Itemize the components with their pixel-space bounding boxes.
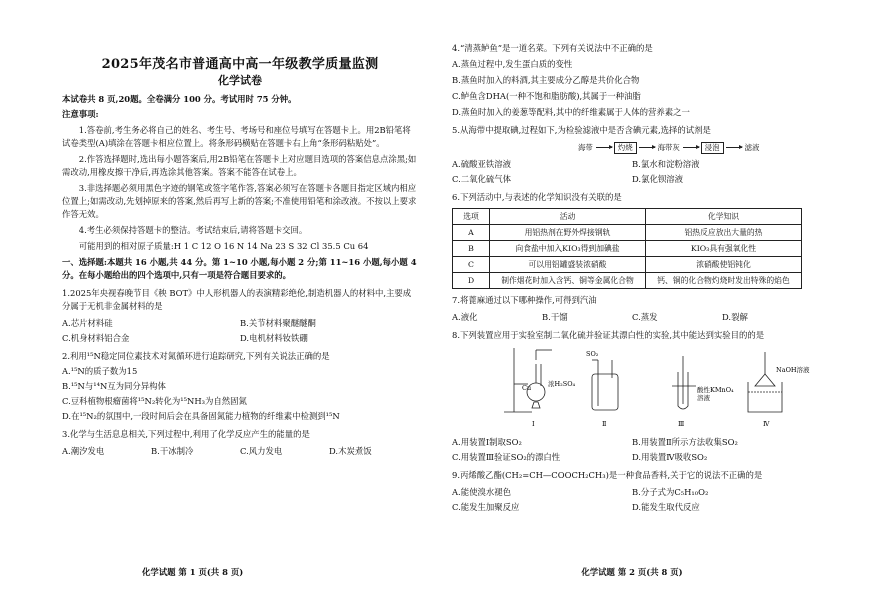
table-cell: 向食盐中加入KIO₃得到加碘盐 [490, 241, 646, 257]
flow-step: 海带灰 [657, 143, 680, 152]
notice-item: 4.考生必须保持答题卡的整洁。考试结束后,请将答题卡交回。 [78, 225, 308, 235]
notice-item: 2.作答选择题时,选出每小题答案后,用2B铅笔在答题卡上对应题目选项的答案信息点涂黑;如需改动,用橡皮擦干净后,再选涂其他答案。答案不能答在试卷上。 [62, 154, 417, 177]
question-stem: 7.将蓖麻通过以下哪种操作,可得到汽油 [452, 295, 597, 305]
roman-2: Ⅱ [602, 420, 607, 428]
option-b: B.分子式为C₅H₁₀O₂ [632, 487, 709, 497]
exam-title: 2025年茂名市普通高中高一年级教学质量监测 [101, 57, 379, 72]
option-b: B.干馏 [542, 312, 568, 322]
table-cell: 铝热反应放出大量的热 [646, 225, 802, 241]
table-header: 活动 [490, 209, 646, 225]
option-c: C.蒸发 [632, 312, 658, 322]
question-7 [452, 294, 812, 324]
option-c: C.鲈鱼含DHA(一种不饱和脂肪酸),其属于一种油脂 [452, 91, 641, 101]
label-acid: 浓H₂SO₄ [548, 380, 576, 388]
label-solution: 溶液 [697, 394, 710, 402]
roman-4: Ⅳ [763, 420, 770, 428]
notice-item: 1.答卷前,考生务必将自己的姓名、考生号、考场号和座位号填写在答题卡上。用2B铅笔将试卷类型(A)填涂在答题卡相应位置上。将条形码横贴在答题卡右上角“条形码粘贴处”。 [62, 125, 411, 148]
option-b: B.氯水和淀粉溶液 [632, 159, 700, 169]
flow-step: 海带 [578, 143, 593, 152]
question-stem: 3.化学与生活息息相关,下列过程中,利用了化学反应产生的能量的是 [62, 429, 310, 439]
apparatus-1 [504, 348, 552, 412]
option-d: D.电机材料钕铁硼 [240, 333, 308, 343]
question-6 [452, 191, 812, 289]
apparatus-4 [748, 352, 782, 412]
option-d: D.在¹⁵N₂的氛围中,一段时间后会在具备固氮能力植物的纤维素中检测到¹⁵N [62, 411, 340, 421]
roman-3: Ⅲ [678, 420, 685, 428]
option-c: C.豆科植物根瘤菌将¹⁵N₂转化为¹⁵NH₃为自然固氮 [62, 396, 247, 406]
option-d: D.能发生取代反应 [632, 502, 700, 512]
question-stem: 9.丙烯酸乙酯(CH₂=CH—COOCH₂CH₃)是一种食品香料,关于它的说法不正确的是 [452, 470, 763, 480]
option-a: A.硫酸亚铁溶液 [452, 159, 511, 169]
table-cell: 制作烟花时加入含钙、铜等金属化合物 [490, 273, 646, 289]
option-c: C.风力发电 [240, 446, 283, 456]
question-stem: 8.下列装置应用于实验室制二氧化硫并验证其漂白性的实验,其中能达到实验目的的是 [452, 330, 765, 340]
table-cell: A [453, 225, 490, 241]
exam-subtitle: 化学试卷 [218, 74, 262, 87]
question-stem: 6.下列活动中,与表述的化学知识没有关联的是 [452, 192, 622, 202]
label-naoh: NaOH溶液 [776, 366, 810, 374]
flow-arrow-icon [639, 147, 655, 148]
notice-heading: 注意事项: [62, 109, 99, 119]
table-cell: KIO₃具有强氧化性 [646, 241, 802, 257]
question-1 [62, 287, 418, 345]
apparatus-3 [672, 356, 696, 409]
option-c: C.机身材料铝合金 [62, 333, 130, 343]
atomic-mass-line: 可能用到的相对原子质量:H 1 C 12 O 16 N 14 Na 23 S 32 Cl 35.5 Cu 64 [78, 241, 369, 251]
option-a: A.蒸鱼过程中,发生蛋白质的变性 [452, 59, 573, 69]
question-stem: 5.从海带中提取碘,过程如下,为检验滤液中是否含碘元素,选择的试剂是 [452, 125, 711, 135]
table-cell: D [453, 273, 490, 289]
flow-arrow-icon [683, 147, 699, 148]
option-a: A.能使溴水褪色 [452, 487, 511, 497]
option-a: A.潮汐发电 [62, 446, 105, 456]
flow-step: 滤液 [744, 143, 760, 152]
table-cell: C [453, 257, 490, 273]
table-row [453, 257, 802, 273]
question-9 [452, 469, 812, 514]
table-row [453, 273, 802, 289]
notice-item: 3.非选择题必须用黑色字迹的钢笔或签字笔作答,答案必须写在答题卡各题目指定区域内相应位置上;如需改动,先划掉原来的答案,然后再写上新的答案;不准使用铅笔和涂改液。不按以上要求作答无效。 [62, 183, 417, 219]
option-a: A.用装置Ⅰ制取SO₂ [452, 437, 522, 447]
knowledge-table [452, 208, 802, 289]
question-stem: 2.利用¹⁵N稳定同位素技术对氮循环进行追踪研究,下列有关说法正确的是 [62, 351, 330, 361]
table-header: 选项 [453, 209, 490, 225]
question-stem: 1.2025年央视春晚节目《秧 BOT》中人形机器人的表演精彩绝伦,制造机器人的材料中,主要成分属于无机非金属材料的是 [62, 288, 412, 311]
label-so2: SO₂ [586, 350, 599, 358]
apparatus-figure [452, 342, 812, 432]
option-c: C.二氧化硫气体 [452, 174, 512, 184]
label-kmno4: 酸性KMnO₄ [697, 386, 734, 394]
option-b: B.关节材料聚醚醚酮 [240, 318, 316, 328]
option-c: C.能发生加聚反应 [452, 502, 520, 512]
table-row [453, 225, 802, 241]
left-page [62, 0, 418, 603]
flow-step: 灼烧 [614, 142, 637, 154]
flow-arrow-icon [596, 147, 612, 148]
table-cell: 钙、铜的化合物灼烧时发出特殊的焰色 [646, 273, 802, 289]
question-stem: 4.“清蒸鲈鱼”是一道名菜。下列有关说法中不正确的是 [452, 43, 653, 53]
option-a: A.芯片材料硅 [62, 318, 113, 328]
table-cell: 浓硝酸使铝钝化 [646, 257, 802, 273]
option-d: D.氯化钡溶液 [632, 174, 683, 184]
option-d: D.用装置Ⅳ吸收SO₂ [632, 452, 708, 462]
roman-1: Ⅰ [532, 420, 535, 428]
flow-step: 浸泡 [701, 142, 724, 154]
table-cell: 可以用铝罐盛装浓硝酸 [490, 257, 646, 273]
flow-arrow-icon [726, 147, 742, 148]
label-cu: Cu [522, 384, 532, 392]
option-d: D.蒸鱼时加入的姜葱等配料,其中的纤维素属于人体的营养素之一 [452, 107, 690, 117]
iodine-flow-diagram [577, 141, 812, 154]
table-cell: B [453, 241, 490, 257]
exam-info: 本试卷共 8 页,20题。全卷满分 100 分。考试用时 75 分钟。 [62, 94, 297, 104]
table-row [453, 241, 802, 257]
question-8 [452, 329, 812, 464]
option-b: B.¹⁵N与¹⁴N互为同分异构体 [62, 381, 166, 391]
page-footer-left: 化学试题 第 1 页(共 8 页) [142, 567, 244, 577]
table-cell: 用铝热剂在野外焊接钢轨 [490, 225, 646, 241]
section-1-heading: 一、选择题:本题共 16 小题,共 44 分。第 1~10 小题,每小题 2 分;第 11~16 小题,每小题 4 分。在每小题给出的四个选项中,只有一项是符合题目要求的。 [62, 257, 417, 280]
right-page [452, 0, 812, 603]
question-3 [62, 428, 418, 458]
table-header: 化学知识 [646, 209, 802, 225]
question-4 [452, 42, 812, 119]
option-b: B.干冰制冷 [151, 446, 194, 456]
option-b: B.蒸鱼时加入的料酒,其主要成分乙醇是共价化合物 [452, 75, 640, 85]
option-d: D.裂解 [722, 312, 748, 322]
option-d: D.木炭煮饭 [329, 446, 372, 456]
option-a: A.液化 [452, 312, 478, 322]
apparatus-2 [592, 360, 618, 410]
option-c: C.用装置Ⅲ验证SO₂的漂白性 [452, 452, 561, 462]
page-footer-right: 化学试题 第 2 页(共 8 页) [581, 567, 683, 577]
question-5 [452, 124, 812, 186]
question-2 [62, 350, 418, 423]
option-a: A.¹⁵N的质子数为15 [62, 366, 138, 376]
option-b: B.用装置Ⅱ所示方法收集SO₂ [632, 437, 738, 447]
